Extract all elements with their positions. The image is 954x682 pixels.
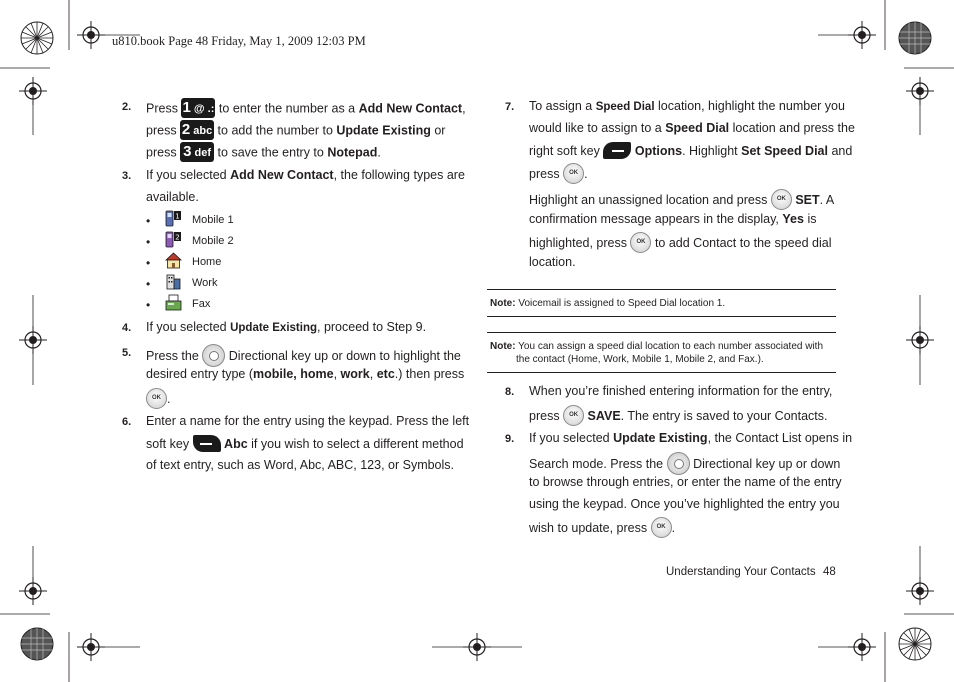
- right-soft-key-icon: [603, 142, 631, 159]
- step7-line4: press OK .: [529, 164, 588, 185]
- step7-p2-line2: confirmation message appears in the display, Yes is: [529, 212, 817, 226]
- step3-line2: available.: [146, 190, 199, 204]
- step7-line1: To assign a Speed Dial location, highlight the number you: [529, 99, 845, 113]
- step-number: 3.: [122, 170, 132, 182]
- note-rule-top: [487, 289, 836, 290]
- key-1-icon: 1 @ .:: [182, 99, 215, 116]
- ok-key-icon: OK: [630, 232, 651, 253]
- work-icon: [165, 273, 182, 290]
- step7-p2-line3: highlighted, press OK to add Contact to the speed dial: [529, 233, 831, 254]
- key-2-icon: 2 abc: [181, 121, 213, 138]
- step-number: 6.: [122, 416, 132, 428]
- bullet: •: [146, 235, 151, 249]
- step9-line2: Search mode. Press the Directional key up or down: [529, 453, 840, 476]
- page-number: 48: [823, 566, 836, 578]
- type-label: Work: [192, 277, 218, 289]
- note-speed-dial-cont: the contact (Home, Work, Mobile 1, Mobile 2, and Fax.).: [516, 354, 764, 365]
- step2-line3: press 3 def to save the entry to Notepad.: [146, 143, 381, 160]
- svg-text:2: 2: [175, 233, 180, 242]
- note-rule-top: [487, 332, 836, 333]
- directional-key-icon: [667, 452, 690, 475]
- step9-line5: wish to update, press OK .: [529, 518, 675, 539]
- mobile-1-icon: [165, 210, 182, 227]
- step-number: 2.: [122, 101, 132, 113]
- directional-key-icon: [202, 344, 225, 367]
- step7-p2-line4: location.: [529, 255, 576, 269]
- step6-line2: soft key Abc if you wish to select a different method: [146, 436, 464, 451]
- fax-icon: [165, 294, 182, 311]
- ok-key-icon: OK: [563, 405, 584, 426]
- bullet: •: [146, 277, 151, 291]
- step8-line2: press OK SAVE. The entry is saved to your Contacts.: [529, 406, 827, 427]
- step5-line2: desired entry type (mobile, home, work, etc.) then press: [146, 367, 465, 381]
- step9-line4: using the keypad. Once you’ve highlighted the entry you: [529, 497, 840, 511]
- step-number: 4.: [122, 322, 132, 334]
- bullet: •: [146, 256, 151, 270]
- step2-line1: Press 1 @ .: to enter the number as a Add New Contact,: [146, 99, 466, 116]
- step4-line: If you selected Update Existing, proceed to Step 9.: [146, 320, 427, 334]
- step-number: 7.: [505, 101, 515, 113]
- bullet: •: [146, 214, 151, 228]
- print-header: u810.book Page 48 Friday, May 1, 2009 12:03 PM: [112, 34, 366, 48]
- type-label: Mobile 2: [192, 235, 234, 247]
- ok-key-icon: OK: [146, 388, 167, 409]
- ok-key-icon: OK: [771, 189, 792, 210]
- step5-line1: Press the Directional key up or down to highlight the: [146, 345, 461, 368]
- step7-line3: right soft key Options. Highlight Set Speed Dial and: [529, 143, 853, 158]
- note-voicemail: Note: Voicemail is assigned to Speed Dial location 1.: [490, 298, 726, 309]
- type-label: Home: [192, 256, 222, 268]
- note-speed-dial: Note: You can assign a speed dial location to each number associated with: [490, 341, 824, 352]
- ok-key-icon: OK: [563, 163, 584, 184]
- step6-line1: Enter a name for the entry using the keypad. Press the left: [146, 414, 470, 428]
- step5-line3: OK .: [146, 389, 170, 410]
- type-label: Mobile 1: [192, 214, 234, 226]
- footer-section-title: Understanding Your Contacts: [666, 566, 816, 578]
- step3-line1: If you selected Add New Contact, the following types are: [146, 168, 465, 182]
- step7-p2-line1: Highlight an unassigned location and press OK SET. A: [529, 190, 834, 211]
- step8-line1: When you’re finished entering information for the entry,: [529, 384, 833, 398]
- step6-line3: of text entry, such as Word, Abc, ABC, 123, or Symbols.: [146, 458, 455, 472]
- key-3-icon: 3 def: [180, 142, 214, 162]
- step9-line3: to browse through entries, or enter the name of the entry: [529, 475, 842, 489]
- left-soft-key-icon: [193, 435, 221, 452]
- home-icon: [165, 252, 182, 269]
- note-rule-bottom: [487, 372, 836, 373]
- step-number: 9.: [505, 433, 515, 445]
- svg-text:1: 1: [175, 212, 180, 221]
- step7-line2: would like to assign to a Speed Dial location and press the: [529, 121, 855, 135]
- bullet: •: [146, 298, 151, 312]
- step2-line2: press 2 abc to add the number to Update Existing or: [146, 121, 446, 138]
- step-number: 5.: [122, 347, 132, 359]
- mobile-2-icon: [165, 231, 182, 248]
- step-number: 8.: [505, 386, 515, 398]
- step9-line1: If you selected Update Existing, the Contact List opens in: [529, 431, 853, 445]
- type-label: Fax: [192, 298, 211, 310]
- note-rule-bottom: [487, 316, 836, 317]
- ok-key-icon: OK: [651, 517, 672, 538]
